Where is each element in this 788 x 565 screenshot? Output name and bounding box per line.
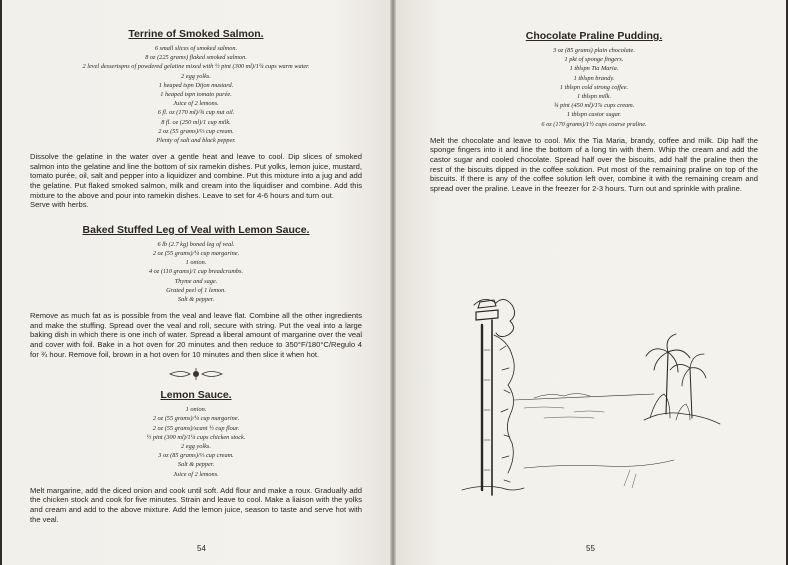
ingredient: 2 oz (55 grams)/scant ½ cup flour. [152,424,240,432]
recipe-terrine [30,28,362,210]
ingredient: 2 level dessertspns of powdered gelatine mixed with ½ pint (300 ml)/1¼ cups warm water. [82,63,310,71]
ingredient: Plenty of salt and black pepper. [156,137,236,145]
ingredient: 2 oz (55 grams)/¼ cup margarine. [152,250,240,257]
ingredient: Juice of 2 lemons. [173,100,219,108]
right-page [396,0,786,565]
method-text [30,152,362,210]
left-page [2,0,390,565]
ingredient: 1 heaped tspn Dijon mustard. [158,81,234,89]
ingredient: 1 onion. [185,259,207,267]
ingredient: 1 tblspn milk. [576,93,612,101]
ingredient: Salt & pepper. [177,296,215,304]
ingredients-list [30,405,362,479]
method-serving-note: Serve with herbs. [30,200,89,210]
ingredient: 4 oz (110 grams)/1 cup breadcrumbs. [148,268,244,276]
ingredient: 6 lb (2.7 kg) boned leg of veal. [157,240,235,248]
ingredients-list [30,240,362,304]
ingredient: 2 oz (55 grams)/¼ cup margarine. [152,415,240,423]
ingredient: 6 small slices of smoked salmon. [154,45,238,52]
ingredient: Grated peel of 1 lemon. [166,286,226,294]
recipe-title: Terrine of Smoked Salmon. [128,28,264,40]
ingredient: 1 heaped tspn tomato purée. [160,91,232,99]
ingredient: 1 tblspn castor sugar. [566,111,622,119]
ingredient: 1 tblspn cold strong coffee. [559,83,629,91]
method-text: Melt margarine, add the diced onion and cook until soft. Add flour and make a roux. Gradually add the chicken stock and cook for five minutes. Strain and leave to cool. Make a liaison with the yolks and cream and add to the above mixture. Add the lemon juice, season to taste and serve hot with the veal. [30,485,362,524]
recipe-title: Lemon Sauce. [160,389,232,402]
ingredient: 6 fl. oz (170 ml)/¾ cup nut oil. [157,109,235,117]
method-text: Melt the chocolate and leave to cool. Mix the Tia Maria, brandy, coffee and milk. Dip half the sponge fingers into it and line the bottom of a long tin with them. Whip the cream and add the castor sugar and cooled chocolate. Spread half over the biscuits, add half the praline then the rest of the biscuits dipped in the coffee solution. Put most of the remaining praline on top of the biscuits. If there is any of the coffee solution left over, combine it with the remaining cream and spread over the praline. Leave in the freezer for 2-3 hours. Turn out and sprinkle with praline. [430,135,758,193]
ingredient: ¾ pint (450 ml)/1⅞ cups cream. [553,102,635,110]
ingredients-list [430,46,758,129]
recipe-title: Chocolate Praline Pudding. [525,30,663,42]
page-number: 55 [586,544,595,553]
page-number: 54 [197,544,206,553]
ingredient: 1 tblspn brandy. [573,74,615,82]
ingredient: 1 pkt of sponge fingers. [564,56,624,64]
ingredient: 2 egg yolks. [181,72,211,80]
recipe-veal [30,224,362,359]
ornament-icon [30,367,362,383]
ingredient: 8 oz (225 grams) flaked smoked salmon. [145,54,247,62]
ingredient: 3 oz (85 grams)/⅓ cup cream. [158,452,234,460]
ingredient: 1 tblspn Tia Maria. [569,65,619,73]
ingredient: 2 egg yolks. [181,443,211,450]
ingredient: Juice of 2 lemons. [173,470,219,478]
ingredient: Salt & pepper. [177,461,215,469]
method-text: Remove as much fat as is possible from the veal and leave flat. Combine all the other ingredients and make the stuffing. Spread over the veal and roll, secure with string. Put the veal into a large baking dish in which there is one inch of water. Spread a liberal amount of margarine over the veal and cover with foil. Bake in a hot oven for 20 minutes and then reduce to 350°F/180°C/Regulo 4 for ¾ hour. Remove foil, brown in a hot oven for 10 minutes and then slice it when hot. [30,311,362,359]
method-body: Dissolve the gelatine in the water over a gentle heat and leave to cool. Dip slices of smoked salmon into the gelatine and line the bottom of six ramekin dishes. Put yolks, lemon juice, mustard, tomato purée, oil, salt and pepper into a liquidizer and combine. Put this mixture into a jug and add the gelatine. Put flaked smoked salmon, milk and cream into the liquidiser and combine. Add this mixture to the above and pour into ramekin dishes. Leave to set for 4-6 hours and turn out. [30,152,362,200]
ingredient: Thyme and sage. [174,277,218,285]
coastal-ruin-sketch-icon [454,290,722,505]
ingredients-list [30,44,362,145]
ingredient: 8 fl. oz (250 ml)/1 cup milk. [161,118,231,126]
recipe-title: Baked Stuffed Leg of Veal with Lemon Sauce. [82,223,310,236]
ingredient: 3 oz (85 grams) plain chocolate. [553,47,635,54]
ingredient: 6 oz (170 grams)/1½ cups coarse praline. [541,120,647,128]
recipe-chocolate-praline [430,30,758,193]
ingredient: 2 oz (55 grams)/⅓ cup cream. [158,127,234,135]
ingredient: ½ pint (300 ml)/1¼ cups chicken stock. [146,433,246,441]
recipe-lemon-sauce [30,389,362,524]
ingredient: 1 onion. [185,406,207,414]
